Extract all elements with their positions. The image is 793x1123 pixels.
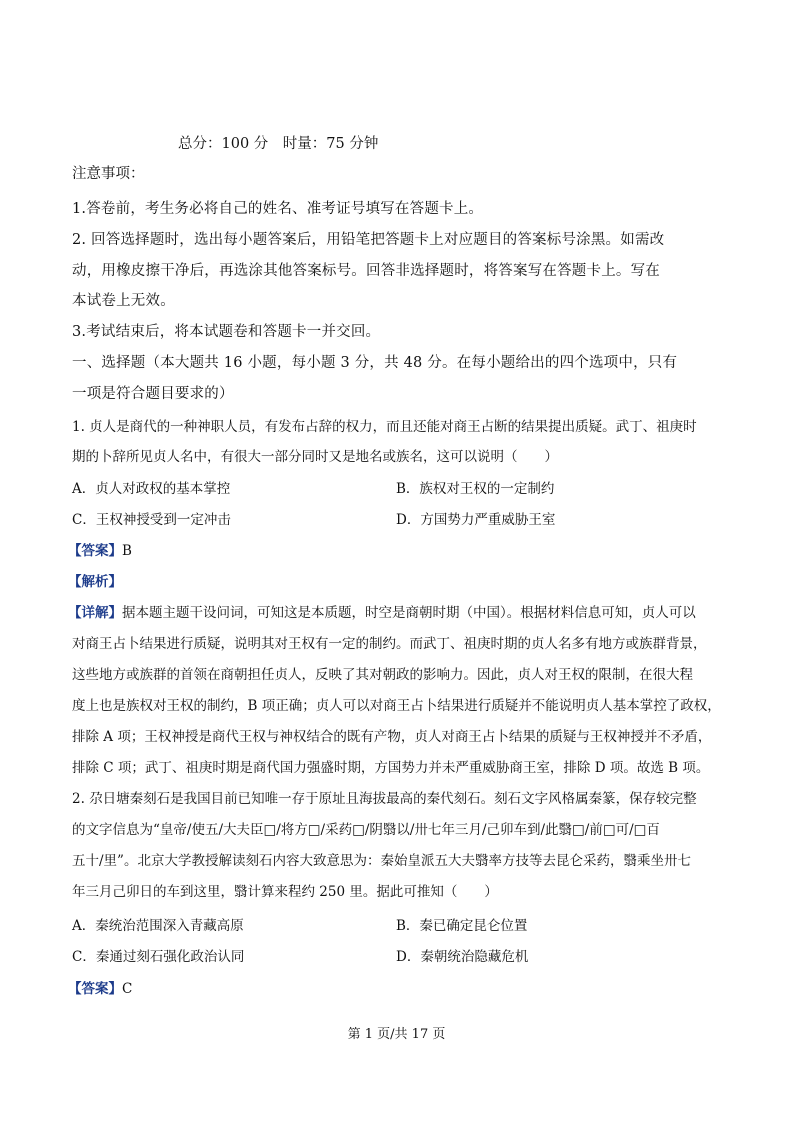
q2-option-b: B．秦已确定昆仑位置 [396, 918, 528, 934]
q1-stem-line-1: 1. 贞人是商代的一种神职人员，有发布占辞的权力，而且还能对商王占断的结果提出质疑。武丁、祖庚时 [72, 419, 697, 435]
notes-item-2-end: 本试卷上无效。 [72, 293, 175, 309]
q1-analysis [68, 572, 122, 592]
q2-option-a: A．秦统治范围深入青藏高原 [72, 918, 244, 934]
q2-stem-line-2: 的文字信息为“皇帝/使五/大夫臣□/将方□/采药□/阴翳以/卅七年三月/己卯车到/此翳□/前□可/□百 [72, 822, 660, 838]
notes-title: 注意事项： [72, 166, 145, 182]
notes-item-3: 3.考试结束后，将本试题卷和答题卡一并交回。 [72, 324, 381, 340]
q1-detail-line-5: 排除 A 项；王权神授是商代王权与神权结合的既有产物，贞人对商王占卜结果的质疑与王权神授并不矛盾， [72, 729, 712, 745]
q2-stem-line-1: 2. 尕日塘秦刻石是我国目前已知唯一存于原址且海拔最高的秦代刻石。刻石文字风格属秦篆，保存较完整 [72, 791, 697, 807]
answer-value: C [122, 981, 133, 997]
answer-tag: 【答案】 [68, 543, 122, 559]
notes-item-1: 1.答卷前，考生务必将自己的姓名、准考证号填写在答题卡上。 [72, 201, 484, 217]
notes-item-2: 2. 回答选择题时，选出每小题答案后，用铅笔把答题卡上对应题目的答案标号涂黑。如需改 [72, 232, 665, 248]
q1-option-b: B．族权对王权的一定制约 [396, 481, 555, 497]
answer-value: B [122, 543, 132, 559]
detail-text: 据本题主题干设问词，可知这是本质题，时空是商朝时期（中国）。根据材料信息可知，贞人可以 [122, 605, 696, 621]
q2-stem-line-4: 年三月己卯日的车到这里，翳计算来程约 250 里。据此可推知（ ） [72, 884, 498, 900]
q1-detail-line-1 [68, 603, 696, 623]
detail-tag: 【详解】 [68, 605, 122, 621]
page-number: 第 1 页/共 17 页 [347, 1027, 446, 1042]
q1-detail-line-6: 排除 C 项；武丁、祖庚时期是商代国力强盛时期，方国势力并未严重威胁商王室，排除 D 项。故选 B 项。 [72, 760, 710, 776]
q1-detail-line-4: 度上也是族权对王权的制约，B 项正确；贞人可以对商王占卜结果进行质疑并不能说明贞人基本掌控了政权， [72, 698, 721, 714]
q2-answer [68, 979, 132, 999]
answer-tag: 【答案】 [68, 981, 122, 997]
q1-option-d: D．方国势力严重威胁王室 [396, 512, 556, 528]
q1-detail-line-3: 这些地方或族群的首领在商朝担任贞人，反映了其对朝政的影响力。因此，贞人对王权的限制，在很大程 [72, 667, 693, 683]
q1-option-a: A．贞人对政权的基本掌控 [72, 481, 231, 497]
q1-stem-line-2: 期的卜辞所见贞人名中，有很大一部分同时又是地名或族名，这可以说明（ ） [72, 449, 558, 465]
q1-answer [68, 541, 132, 561]
q1-detail-line-2: 对商王占卜结果进行质疑，说明其对王权有一定的制约。而武丁、祖庚时期的贞人名多有地方或族群背景， [72, 636, 707, 652]
section-heading: 一、选择题（本大题共 16 小题，每小题 3 分，共 48 分。在每小题给出的四个选项中，只有 [72, 355, 678, 371]
section-heading-cont: 一项是符合题目要求的） [72, 386, 234, 402]
score-time-line: 总分：100 分 时量：75 分钟 [178, 136, 379, 152]
q2-option-c: C．秦通过刻石强化政治认同 [72, 949, 245, 965]
q1-option-c: C．王权神授受到一定冲击 [72, 512, 231, 528]
q2-stem-line-3: 五十/里”。北京大学教授解读刻石内容大致意思为：秦始皇派五大夫翳率方技等去昆仑采药，翳乘坐卅七 [72, 853, 691, 869]
analysis-tag: 【解析】 [68, 574, 122, 590]
q2-option-d: D．秦朝统治隐藏危机 [396, 949, 529, 965]
notes-item-2-cont: 动，用橡皮擦干净后，再选涂其他答案标号。回答非选择题时，将答案写在答题卡上。写在 [72, 263, 660, 279]
